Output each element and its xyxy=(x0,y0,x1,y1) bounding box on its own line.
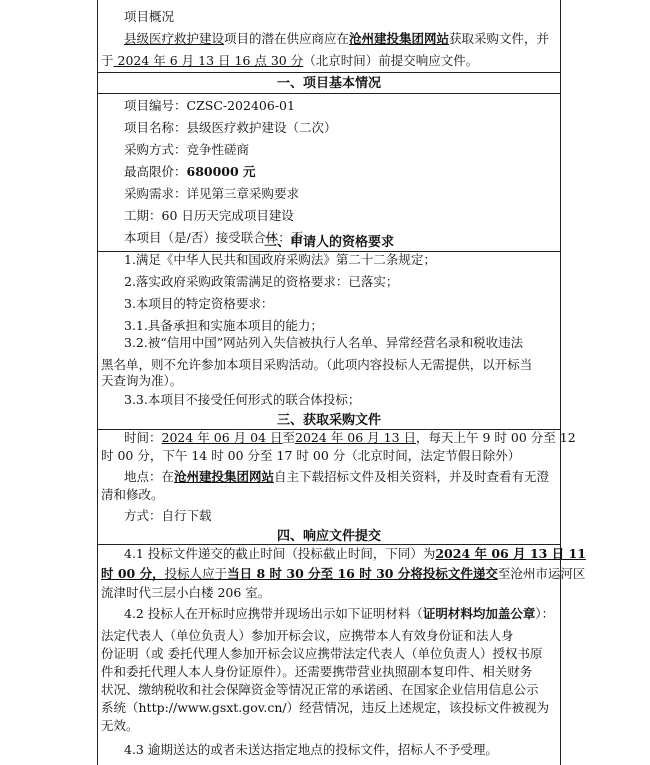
submission-4-2-line-3: 份证明（或 委托代理人参加开标会议应携带法定代表人（单位负责人）授权书原 xyxy=(101,646,543,661)
section-2-title: 二、申请人的资格要求 xyxy=(263,235,394,250)
website-name-2: 沧州建投集团网站 xyxy=(174,469,275,484)
submission-4-1-line-1: 4.1 投标文件递交的截止时间（投标截止时间，下同）为2024 年 06 月 13 日 11 xyxy=(124,546,586,561)
qualification-3-3: 3.3.本项目不接受任何形式的联合体投标； xyxy=(124,392,361,407)
submission-4-2-line-4: 件和委托代理人本人身份证原件）。还需要携带营业执照副本复印件、相关财务 xyxy=(101,664,533,679)
qualification-3-1: 3.1.具备承担和实施本项目的能力； xyxy=(124,318,323,333)
submission-4-2-line-7: 无效。 xyxy=(101,718,139,733)
submission-deadline: 2024 年 06 月 13 日 11 xyxy=(435,546,586,561)
project-overview-box xyxy=(98,0,560,73)
consortium-accepted: 本项目（是/否）接受联合体：否 xyxy=(124,230,304,245)
acquisition-time-line-1: 时间：2024 年 06 月 04 日至2024 年 06 月 13 日，每天上午 9 时 00 分至 12 xyxy=(124,430,576,445)
acquisition-way: 方式：自行下载 xyxy=(124,508,212,523)
qualification-2: 2.落实政府采购政策需满足的资格要求：已落实； xyxy=(124,274,399,289)
max-price: 最高限价：680000 元 xyxy=(124,164,256,179)
submission-4-2-line-6: 系统（http://www.gsxt.gov.cn/）经营情况，违反上述规定，该投标文件被视为 xyxy=(101,700,550,715)
section-3-title: 三、获取采购文件 xyxy=(276,413,381,428)
acquisition-location-line-2: 清和修改。 xyxy=(101,487,164,502)
project-name-link: 县级医疗救护建设 xyxy=(124,31,225,46)
start-date: 2024 年 06 月 04 日 xyxy=(161,430,283,445)
deadline-date: 2024 年 6 月 13 日 16 点 30 分 xyxy=(113,53,304,68)
max-price-value: 680000 元 xyxy=(186,164,256,179)
overview-line-3: 于 2024 年 6 月 13 日 16 点 30 分（北京时间）前提交响应文件。 xyxy=(101,53,479,68)
submission-4-2-line-5: 状况、缴纳税收和社会保障资金等情况正常的承诺函、在国家企业信用信息公示 xyxy=(101,682,539,697)
overview-line-2: 县级医疗救护建设项目的潜在供应商应在沧州建投集团网站获取采购文件，并 xyxy=(124,31,550,46)
submission-4-2-line-2: 法定代表人（单位负责人）参加开标会议，应携带本人有效身份证和法人身 xyxy=(101,628,514,643)
project-name: 项目名称：县级医疗救护建设（二次） xyxy=(124,120,337,135)
website-name: 沧州建投集团网站 xyxy=(349,31,450,46)
section-1-divider xyxy=(98,93,560,94)
submission-4-3: 4.3 逾期送达的或者未送达指定地点的投标文件，招标人不予受理。 xyxy=(124,742,498,757)
construction-period: 工期：60 日历天完成项目建设 xyxy=(124,208,294,223)
qualification-3-2-line-2: 黑名单，则不允许参加本项目采购活动。（此项内容投标人无需提供，以开标当 xyxy=(101,357,533,372)
end-date: 2024 年 06 月 13 日 xyxy=(295,430,417,445)
official-seal-note: 证明材料均加盖公章 xyxy=(422,606,536,621)
submission-window: 当日 8 时 30 分至 16 时 30 分将投标文件递交 xyxy=(227,566,498,581)
submission-4-1-line-3: 流津时代三层小白楼 206 室。 xyxy=(101,585,271,600)
section-4-title: 四、响应文件提交 xyxy=(276,529,381,544)
section-1-title: 一、项目基本情况 xyxy=(276,76,381,91)
acquisition-time-line-2: 时 00 分，下午 14 时 00 分至 17 时 00 分（北京时间，法定节假日除外） xyxy=(101,448,521,463)
qualification-3-2-line-3: 天查询为准）。 xyxy=(101,373,183,388)
document-page xyxy=(97,0,586,765)
submission-4-1-line-2: 时 00 分，投标人应于当日 8 时 30 分至 16 时 30 分将投标文件递交至沧州市运河区 xyxy=(101,566,586,581)
qualification-1: 1.满足《中华人民共和国政府采购法》第二十二条规定； xyxy=(124,252,436,267)
project-code: 项目编号：CZSC-202406-01 xyxy=(124,98,295,113)
qualification-3: 3.本项目的特定资格要求： xyxy=(124,296,274,311)
procurement-demand: 采购需求：详见第三章采购要求 xyxy=(124,186,300,201)
acquisition-location: 地点：在沧州建投集团网站自主下载招标文件及相关资料，并及时查看有无澄 xyxy=(124,469,550,484)
submission-4-2-line-1: 4.2 投标人在开标时应携带并现场出示如下证明材料（证明材料均加盖公章）： xyxy=(124,606,555,621)
procurement-method: 采购方式：竞争性磋商 xyxy=(124,142,250,157)
overview-title: 项目概况 xyxy=(124,9,175,24)
qualification-3-2-line-1: 3.2.被“信用中国”网站列入失信被执行人名单、异常经营名录和税收违法 xyxy=(124,335,524,350)
